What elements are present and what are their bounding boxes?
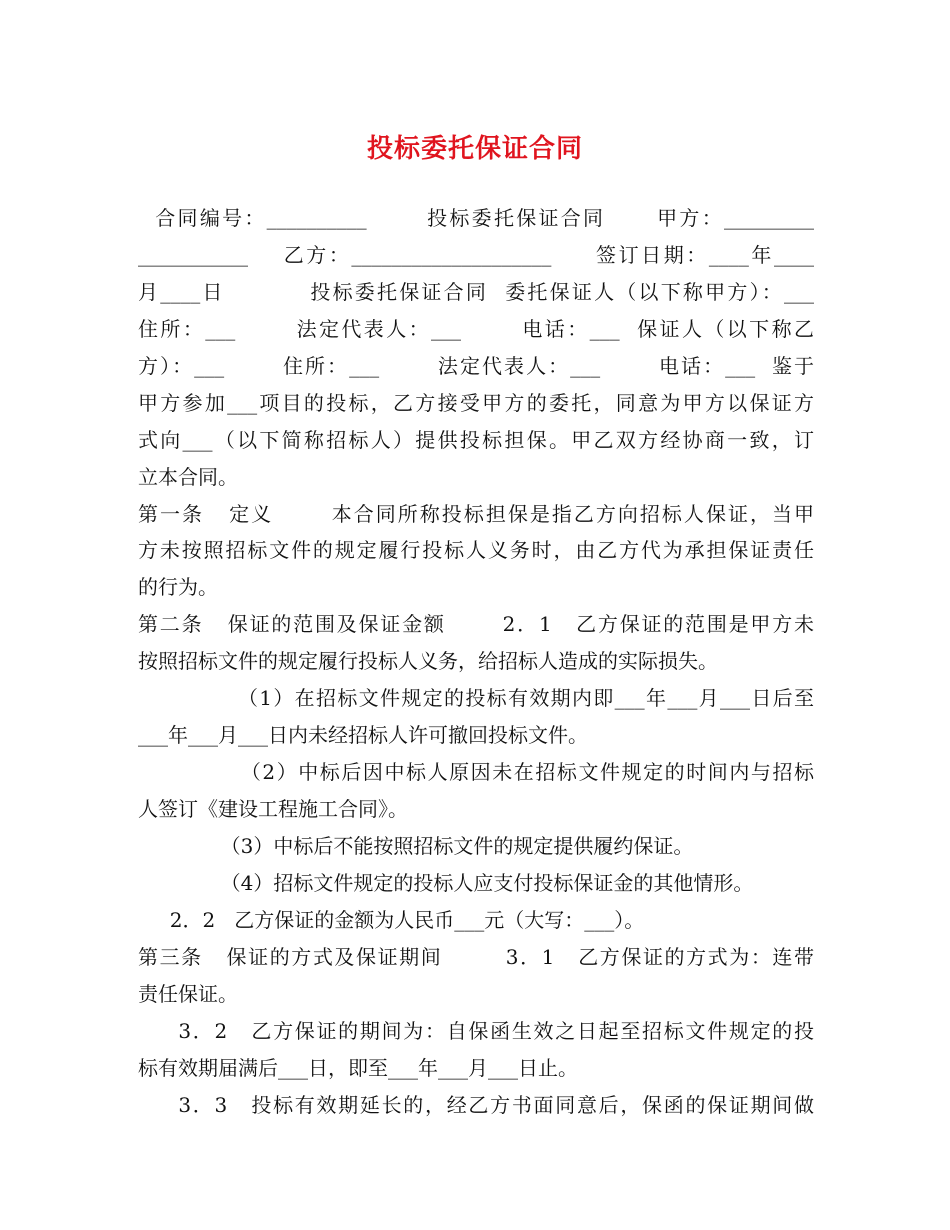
text-line: 住所：___ 法定代表人：___ 电话：___ 保证人（以下称乙: [138, 316, 814, 341]
text-line: （1）在招标文件规定的投标有效期内即___年___月___日后至: [138, 686, 814, 711]
text-line: 方）：___ 住所：___ 法定代表人：___ 电话：___ 鉴于: [138, 353, 814, 378]
text-line: 按照招标文件的规定履行投标人义务，给招标人造成的实际损失。: [138, 649, 718, 674]
text-line: 2．2 乙方保证的金额为人民币___元（大写：___）。: [138, 907, 645, 932]
text-line: （2）中标后因中标人原因未在招标文件规定的时间内与招标: [138, 760, 814, 785]
text-line: 责任保证。: [138, 981, 238, 1006]
text-line: 合同编号：__________ 投标委托保证合同 甲方：_________: [138, 206, 814, 230]
text-line: 式向___（以下简称招标人）提供投标担保。甲乙双方经协商一致，订: [138, 427, 814, 452]
text-line: ___年___月___日内未经招标人许可撤回投标文件。: [138, 723, 588, 748]
text-line: 第二条 保证的范围及保证金额 2．1 乙方保证的范围是甲方未: [138, 612, 814, 637]
text-line: （4）招标文件规定的投标人应支付投标保证金的其他情形。: [138, 870, 754, 895]
text-line: 人签订《建设工程施工合同》。: [138, 797, 408, 821]
text-line: 第一条 定义 本合同所称投标担保是指乙方向招标人保证，当甲: [138, 501, 814, 526]
text-line: 第三条 保证的方式及保证期间 3．1 乙方保证的方式为：连带: [138, 944, 814, 969]
document-body: [138, 200, 814, 1123]
text-line: 方未按照招标文件的规定履行投标人义务时，由乙方代为承担保证责任: [138, 538, 814, 563]
text-line: 标有效期届满后___日，即至___年___月___日止。: [138, 1055, 578, 1080]
text-line: 的行为。: [138, 575, 218, 600]
text-line: （3）中标后不能按照招标文件的规定提供履约保证。: [138, 833, 694, 858]
text-line: 立本合同。: [138, 464, 238, 489]
text-line: 3．2 乙方保证的期间为：自保函生效之日起至招标文件规定的投: [138, 1018, 814, 1043]
text-line: 月____日 投标委托保证合同 委托保证人（以下称甲方）：___: [138, 279, 814, 304]
text-line: 甲方参加___项目的投标，乙方接受甲方的委托，同意为甲方以保证方: [138, 390, 814, 415]
text-line: ___________ 乙方：____________________ 签订日期：____年____: [138, 242, 814, 267]
document-title: 投标委托保证合同: [366, 134, 583, 164]
text-line: 3．3 投标有效期延长的，经乙方书面同意后，保函的保证期间做: [138, 1092, 814, 1117]
